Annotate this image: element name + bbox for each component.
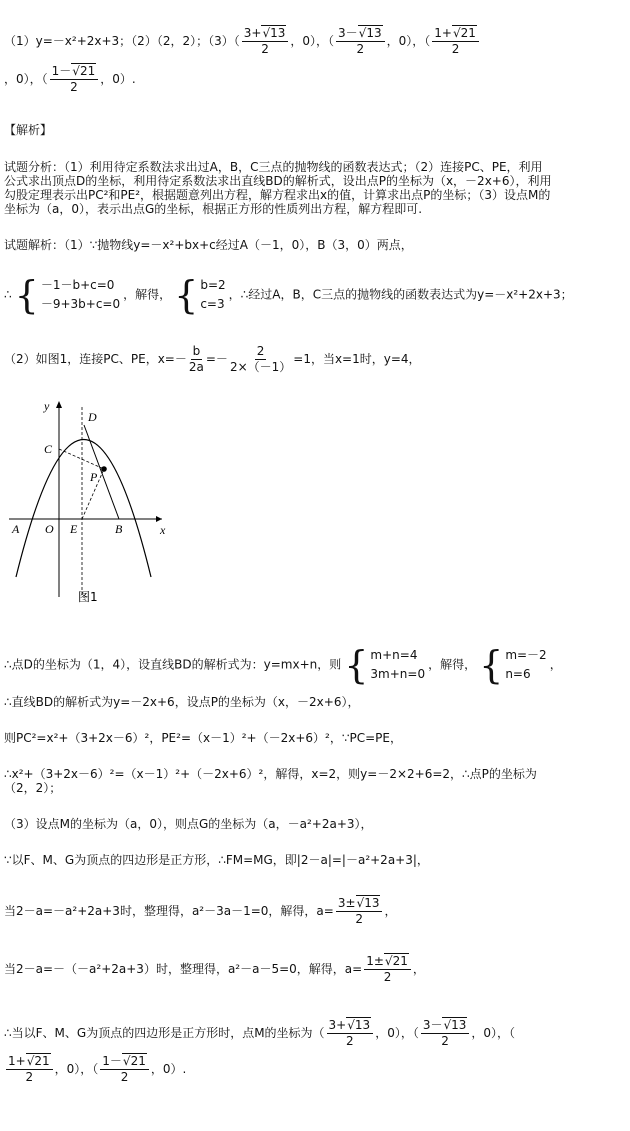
- part2-line: （2）如图1，连接PC、PE，x=－ $\frac{b}{2a}$ =－ $\frac{2}{2\times(-1)}$ =1，当x=1时，y=4，: [4, 344, 421, 374]
- fraction: $\frac{1+√21}{2}$: [432, 26, 479, 57]
- answer-text: （1）y=－x²+2x+3；（2）（2，2）；（3）（: [4, 34, 240, 48]
- fraction: $\frac{1+√21}{2}$: [6, 1054, 53, 1085]
- point-d-line: ∴点D的坐标为（1，4），设直线BD的解析式为：y=mx+n，则 { m+n=4 3m+n=0 ，解得， { m=－2 n=6 ，: [4, 643, 562, 687]
- equation-system: { －1－b+c=0 －9+3b+c=0: [14, 273, 121, 317]
- square-condition-text: ∵以F、M、G为顶点的四边形是正方形，∴FM=MG，即|2－a|=|－a²+2a+3|，: [4, 853, 429, 867]
- answer-text: ，0），（: [4, 72, 48, 86]
- parabola-diagram: [4, 397, 174, 607]
- fraction: $\frac{2}{2\times(-1)}$: [229, 344, 292, 374]
- solution-system: { m=－2 n=6: [479, 643, 547, 687]
- label-e: E: [70, 522, 78, 536]
- fraction: $\frac{b}{2a}$: [188, 344, 204, 374]
- fraction: $\frac{1-√21}{2}$: [50, 64, 99, 95]
- equation-system: { m+n=4 3m+n=0: [344, 643, 426, 687]
- point-g-text: （3）设点M的坐标为（a，0），则点G的坐标为（a，－a²+2a+3），: [4, 817, 373, 831]
- solution-system: { b=2 c=3: [174, 273, 226, 317]
- case-1-line: 当2－a=－a²+2a+3时，整理得，a²－3a－1=0，解得，a= $\frac{3\pm√13}{2}$ ，: [4, 896, 397, 926]
- answer-line-2: [4, 64, 136, 95]
- answer-text: ，0），（: [386, 34, 431, 48]
- x-axis-label: x: [160, 523, 166, 537]
- fraction: $\frac{3-√13}{2}$: [336, 26, 385, 57]
- answer-text: ，0），（: [290, 34, 335, 48]
- analysis-line: 坐标为（a，0），表示出点G的坐标，根据正方形的性质列出方程，解方程即可.: [4, 202, 423, 216]
- label-b: B: [115, 522, 123, 536]
- answer-line-1: [4, 26, 481, 57]
- pc-pe-text: 则PC²=x²+（3+2x－6）²，PE²=（x－1）²+（－2x+6）²，∵PC=PE，: [4, 731, 402, 745]
- equation-line: （2，2）；: [4, 781, 62, 795]
- fraction: $\frac{3+√13}{2}$: [327, 1018, 374, 1049]
- line-bd-text: ∴直线BD的解析式为y=－2x+6，设点P的坐标为（x，－2x+6），: [4, 695, 360, 709]
- solution-intro: 试题解析：（1）∵抛物线y=－x²+bx+c经过A（－1，0），B（3，0）两点，: [4, 238, 413, 252]
- system-line-1: ∴ { －1－b+c=0 －9+3b+c=0 ，解得， { b=2 c=3 ，∴经过A，B，C三点的抛物线的函数表达式为y=－x²+2x+3；: [4, 273, 573, 317]
- fraction: $\frac{1-√21}{2}$: [100, 1054, 149, 1085]
- point-p: [101, 466, 107, 472]
- analysis-line: 勾股定理表示出PC²和PE²，根据题意列出方程，解方程求出x的值，计算求出点P的坐标；（3）设点M的: [4, 188, 551, 202]
- final-answer-line-1: ∴当以F、M、G为顶点的四边形是正方形时，点M的坐标为（ $\frac{3+√13}{2}$ ，0），（ $\frac{3-√13}{2}$ ，0），（: [4, 1018, 516, 1048]
- analysis-line: 公式求出顶点D的坐标，利用待定系数法求出直线BD的解析式，设出点P的坐标为（x，－2x+6），利用: [4, 174, 552, 188]
- answer-text: ，0）.: [100, 72, 136, 86]
- fraction: $\frac{1\pm√21}{2}$: [364, 954, 411, 985]
- label-d: D: [88, 410, 97, 424]
- final-answer-line-2: $\frac{1+√21}{2}$ ，0），（ $\frac{1-√21}{2}$ ，0）.: [8, 1054, 187, 1084]
- figure-caption: 图1: [78, 590, 98, 604]
- section-heading: 【解析】: [4, 123, 53, 137]
- label-o: O: [45, 522, 54, 536]
- y-axis-arrow: [56, 401, 62, 408]
- equation-line: ∴x²+（3+2x－6）²=（x－1）²+（－2x+6）²，解得，x=2，则y=－2×2+6=2，∴点P的坐标为: [4, 767, 537, 781]
- x-axis-arrow: [156, 516, 162, 522]
- analysis-line: 试题分析：（1）利用待定系数法求出过A，B，C三点的抛物线的函数表达式；（2）连接PC、PE，利用: [4, 160, 543, 174]
- fraction: $\frac{3-√13}{2}$: [421, 1018, 470, 1049]
- case-2-line: 当2－a=－（－a²+2a+3）时，整理得，a²－a－5=0，解得，a= $\frac{1\pm√21}{2}$ ，: [4, 954, 425, 984]
- figure-1: [4, 397, 174, 610]
- label-c: C: [44, 442, 53, 456]
- segment-pc: [59, 449, 104, 469]
- label-a: A: [12, 522, 20, 536]
- fraction: $\frac{3+√13}{2}$: [242, 26, 289, 57]
- label-p: P: [90, 470, 98, 484]
- y-axis-label: y: [44, 399, 50, 413]
- fraction: $\frac{3\pm√13}{2}$: [336, 896, 383, 927]
